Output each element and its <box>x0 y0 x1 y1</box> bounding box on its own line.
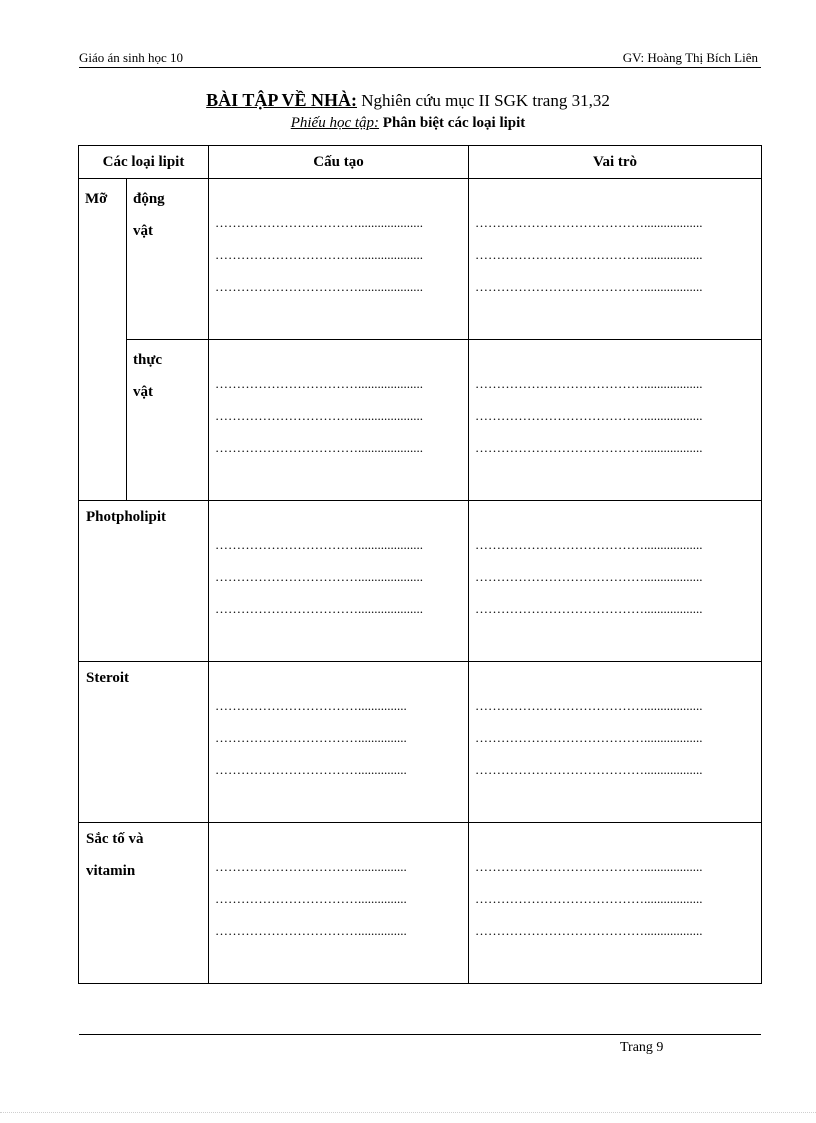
answer-dots: ………………………………….................. <box>475 730 703 745</box>
type-label: Sắc tố và <box>86 831 144 847</box>
table-row <box>79 179 762 340</box>
footer-rule <box>79 1034 761 1035</box>
answer-dots: ………………………………….................. <box>475 698 703 713</box>
header-rule <box>79 67 761 68</box>
type-label-cell <box>79 662 209 823</box>
type-label: Photpholipit <box>86 509 167 525</box>
table-row <box>79 662 762 823</box>
answer-dots: ………………………………….................. <box>475 440 703 455</box>
sheet-label: Phiếu học tập: <box>290 115 380 131</box>
answer-dots: ………………………………….................. <box>475 601 703 616</box>
group-label: Mỡ <box>85 191 108 207</box>
group-cell-mo <box>79 179 127 501</box>
answer-dots: ………………………………….................. <box>475 923 703 938</box>
type-label: vitamin <box>86 863 136 879</box>
answer-dots: ……………………………............... <box>215 762 407 777</box>
answer-dots: ………………………………….................. <box>475 408 703 423</box>
structure-cell[interactable] <box>209 823 469 984</box>
title-heading-rest: Nghiên cứu mục II SGK trang 31,32 <box>357 91 610 110</box>
answer-dots: ………………………………….................. <box>475 891 703 906</box>
answer-dots: ………………………………….................. <box>475 537 703 552</box>
answer-dots: ………………………………….................. <box>475 279 703 294</box>
answer-dots: ………………………………….................. <box>475 247 703 262</box>
answer-dots: ……………………………............... <box>215 891 407 906</box>
page-subtitle <box>0 115 816 132</box>
type-label-cell <box>79 501 209 662</box>
page-bottom-border <box>0 1112 816 1113</box>
answer-dots: ………………………………….................. <box>475 376 703 391</box>
answer-dots: …………………………….................... <box>215 215 424 230</box>
page-title <box>0 90 816 111</box>
sub-label-line: vật <box>133 384 153 400</box>
table-row <box>79 823 762 984</box>
answer-dots: ……………………………............... <box>215 923 407 938</box>
answer-dots: …………………………….................... <box>215 408 424 423</box>
role-cell[interactable] <box>469 823 762 984</box>
col-header-role: Vai trò <box>469 146 762 179</box>
role-cell[interactable] <box>469 501 762 662</box>
sub-label-line: vật <box>133 223 153 239</box>
sub-label-cell <box>127 340 209 501</box>
answer-dots: …………………………….................... <box>215 247 424 262</box>
structure-cell[interactable] <box>209 340 469 501</box>
answer-dots: ……………………………............... <box>215 698 407 713</box>
answer-dots: ……………………………............... <box>215 859 407 874</box>
lipid-table <box>78 145 762 984</box>
col-header-type: Các loại lipit <box>79 146 209 179</box>
col-header-structure: Cấu tạo <box>209 146 469 179</box>
role-cell[interactable] <box>469 662 762 823</box>
header-right-text: GV: Hoàng Thị Bích Liên <box>622 50 758 65</box>
title-heading: BÀI TẬP VỀ NHÀ: <box>206 90 358 110</box>
answer-dots: ………………………………….................. <box>475 762 703 777</box>
structure-cell[interactable] <box>209 662 469 823</box>
table-row <box>79 340 762 501</box>
structure-cell[interactable] <box>209 179 469 340</box>
answer-dots: …………………………….................... <box>215 376 424 391</box>
page-number: Trang 9 <box>620 1040 664 1055</box>
sub-label-cell <box>127 179 209 340</box>
answer-dots: ………………………………….................. <box>475 215 703 230</box>
sheet-title: Phân biệt các loại lipit <box>379 115 526 131</box>
answer-dots: …………………………….................... <box>215 279 424 294</box>
answer-dots: …………………………….................... <box>215 569 424 584</box>
answer-dots: …………………………….................... <box>215 601 424 616</box>
answer-dots: …………………………….................... <box>215 537 424 552</box>
answer-dots: …………………………….................... <box>215 440 424 455</box>
table-row <box>79 501 762 662</box>
type-label: Steroit <box>86 670 130 686</box>
answer-dots: ………………………………….................. <box>475 569 703 584</box>
sub-label-line: thực <box>133 352 162 368</box>
role-cell[interactable] <box>469 340 762 501</box>
header-left-text: Giáo án sinh học 10 <box>79 50 183 65</box>
sub-label-line: động <box>133 191 165 207</box>
role-cell[interactable] <box>469 179 762 340</box>
answer-dots: ……………………………............... <box>215 730 407 745</box>
table-header-row <box>79 146 762 179</box>
answer-dots: ………………………………….................. <box>475 859 703 874</box>
structure-cell[interactable] <box>209 501 469 662</box>
type-label-cell <box>79 823 209 984</box>
